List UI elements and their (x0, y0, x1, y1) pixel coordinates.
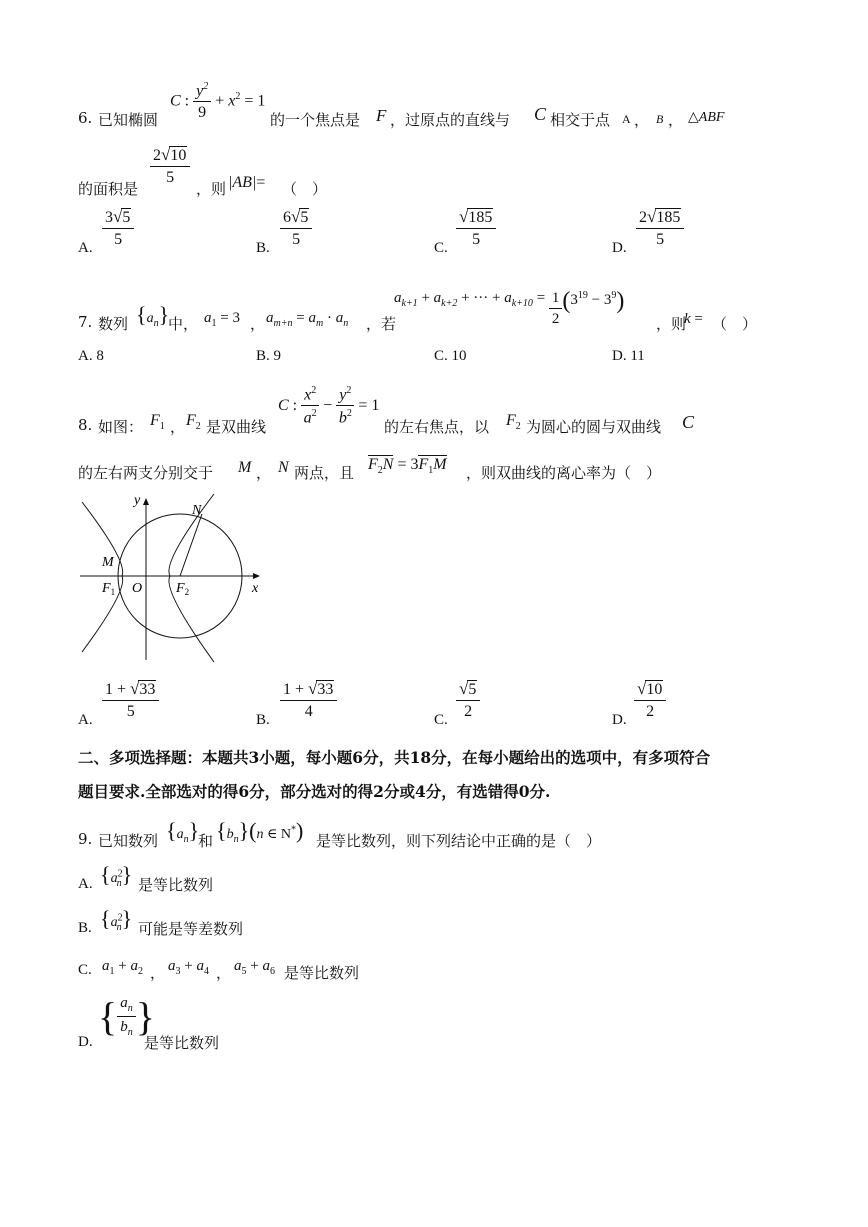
q8-number: 8. (78, 416, 93, 434)
q7-option-d[interactable]: D. 11 (612, 348, 645, 364)
y-axis-arrow (143, 498, 149, 505)
q9-text-2: 和 (198, 832, 214, 850)
segment-f2n (180, 514, 202, 576)
curve-c-2: C (682, 412, 695, 432)
q8-text-3: 的左右焦点，以 (384, 418, 490, 436)
q8-text-2: 是双曲线 (206, 418, 267, 436)
q6-line2-text-a: 的面积是 (78, 180, 139, 198)
q7-option-b[interactable]: B. 9 (256, 348, 282, 364)
triangle-abf: △ABF (688, 110, 725, 125)
q6-text-1: 已知椭圆 (98, 111, 159, 129)
label-n: N (192, 503, 202, 518)
q7-line (78, 284, 798, 334)
q6-text-3: ，过原点的直线与 (390, 111, 511, 129)
seq-bn-n-in-n: $\{b_n\}(n$ ∈ N*) (216, 818, 304, 845)
label-f2: $F_2$ (176, 581, 190, 597)
q6-text-2: 的一个焦点是 (270, 111, 361, 129)
seq-an-squared-2: $\{a^2_n\}$ (100, 906, 133, 933)
q7-option-c[interactable]: C. 10 (434, 348, 467, 364)
q7-text-2: 中， (168, 315, 199, 333)
f1-label: $F_1$ (150, 412, 165, 433)
q7-paren: （ ） (712, 315, 758, 333)
focus-f: F (376, 106, 387, 125)
q9-line (78, 812, 798, 852)
hyperbola-left-branch (82, 502, 123, 652)
q6-text-4: 相交于点 (550, 111, 611, 129)
sum-eq: $a_{k+1} + a_{k+2}$ + ··· + $a_{k+10}$ = $\frac{1}{2}$ $(3^{19} - 3^9)$ (394, 288, 625, 327)
q8-sep: ， (170, 418, 186, 436)
q9-text-1: 已知数列 (98, 832, 159, 850)
q7-comma-1: ， (250, 315, 266, 333)
label-f1: $F_1$ (102, 581, 116, 597)
q6-option-b-frac: 6 √ 5 5 (280, 208, 312, 248)
k-eq: k = (684, 311, 703, 327)
q9-option-b[interactable]: B. $\{a^2_n\}$ 可能是等差数列 (78, 906, 244, 938)
q8-line2-text-b: 两点，且 (294, 464, 355, 482)
q6-line2-text-c: （ ） (282, 180, 328, 198)
label-y: y (134, 493, 141, 508)
point-m: M (238, 459, 252, 476)
q6-option-c-frac: √ 185 5 (456, 208, 496, 248)
q7-comma-2: ，若 (366, 315, 397, 333)
q8-options: A. 1 + √ 33 5 B. 1 + √ 33 4 C. √ 5 2 D. √ 10 2 (78, 678, 778, 730)
q8-option-c-frac: √ 5 2 (456, 680, 480, 720)
f2-label-2: $F_2$ (506, 412, 521, 433)
q8-option-d-frac: √ 10 2 (634, 680, 666, 720)
q7-options (78, 348, 778, 372)
q6-option-d-frac: 2 √ 185 5 (636, 208, 684, 248)
q6-number: 6. (78, 109, 93, 127)
q6-line2-text-b: ，则 (196, 180, 227, 198)
q9-option-d[interactable]: D. { $\frac{a_n}{b_n}$ } 是等比数列 (78, 994, 220, 1052)
q6-option-a-frac: 3 √ 5 5 (102, 208, 134, 248)
q6-sep2: ， (668, 111, 684, 129)
q7-number: 7. (78, 313, 93, 331)
a1-eq-3: $a_1 = 3$ (204, 310, 240, 329)
ellipse-equation: C : $\frac{y^2}{9}$ + $x^2 = 1$ (170, 81, 266, 122)
q8-line2 (78, 452, 798, 486)
section2-line1: 二、多项选择题：本题共3小题，每小题6分，共18分，在每小题给出的选项中，有多项符合 (78, 748, 711, 767)
recurrence-eq: $a_{m+n} = a_m \cdot a_n$ (266, 310, 349, 329)
q7-comma-3: ，则 (656, 315, 687, 333)
x-axis-arrow (253, 573, 260, 579)
point-n: N (278, 459, 289, 476)
q6-options: A. 3 √ 5 5 B. 6 √ 5 5 C. √ 185 5 D. 2 √ 185 5 (78, 206, 778, 258)
label-m: M (102, 555, 114, 570)
curve-c: C (534, 104, 547, 124)
q7-text-1: 数列 (98, 315, 129, 333)
q9-option-c[interactable]: C. $a_1 + a_2$ ， $a_3 + a_4$ ， $a_5 + a_6$ 是等比数列 (78, 958, 360, 982)
q8-line2-text-a: 的左右两支分别交于 (78, 464, 214, 482)
q9-option-a[interactable]: A. $\{a^2_n\}$ 是等比数列 (78, 862, 214, 894)
a3-plus-a4: $a_3 + a_4$ (168, 958, 209, 977)
q6-sep: ， (634, 111, 650, 129)
point-a: A (622, 112, 631, 126)
section2-line2: 题目要求.全部选对的得6分，部分选对的得2分或4分，有选错得0分. (78, 782, 551, 801)
seq-an: $\{a_n\}$ (136, 302, 170, 329)
q7-option-a[interactable]: A. 8 (78, 348, 104, 364)
seq-an-2: $\{a_n\}$ (166, 818, 200, 845)
a1-plus-a2: $a_1 + a_2$ (102, 958, 143, 977)
area-fraction: 2 √ 10 5 (150, 146, 190, 186)
abs-ab: |AB|= (228, 174, 266, 191)
a5-plus-a6: $a_5 + a_6$ (234, 958, 275, 977)
q8-sep2: ， (256, 464, 272, 482)
q8-line1 (78, 384, 798, 440)
f2-label: $F_2$ (186, 412, 201, 433)
hyperbola-figure (74, 492, 274, 664)
seq-an-squared: $\{a^2_n\}$ (100, 862, 133, 889)
q9-number: 9. (78, 830, 93, 848)
q9-text-3: 是等比数列，则下列结论中正确的是（ ） (316, 832, 602, 850)
q8-line2-text-c: ，则双曲线的离心率为（ ） (466, 464, 662, 482)
q8-option-b-frac: 1 + √ 33 4 (280, 680, 337, 720)
q8-text-4: 为圆心的圆与双曲线 (526, 418, 662, 436)
seq-an-over-bn: { $\frac{a_n}{b_n}$ } (98, 994, 155, 1039)
label-o: O (132, 581, 143, 596)
hyperbola-diagram (74, 492, 274, 664)
point-b: B (656, 112, 664, 126)
hyperbola-equation: C : $\frac{x^2}{a^2}$ − $\frac{y^2}{b^2}$ = 1 (278, 385, 380, 427)
q8-option-a-frac: 1 + √ 33 5 (102, 680, 159, 720)
vector-equation: $F_2N = 3F_1M$ (368, 456, 447, 477)
q8-text-1: 如图： (98, 418, 144, 436)
label-x: x (252, 581, 259, 596)
